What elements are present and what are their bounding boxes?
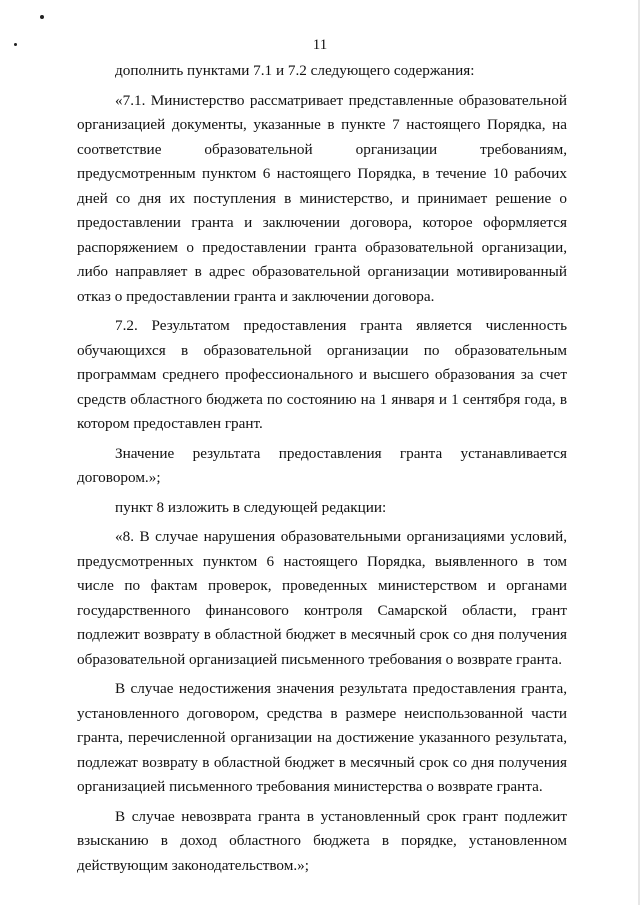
paragraph: Значение результата предоставления гранта устанавливается договором.»; [77,444,567,486]
page-number: 11 [312,37,328,53]
paragraph: 7.2. Результатом предоставления гранта является численность обучающихся в образовательной организации по образовательным программам среднего профессионального и высшего образования за счет средств областного бюджета по состоянию на 1 января и 1 сентября года, в котором предоставлен грант. [77,317,567,432]
paragraph: дополнить пунктами 7.1 и 7.2 следующего содержания: [115,62,475,79]
paragraph: пункт 8 изложить в следующей редакции: [115,498,387,516]
paragraph: В случае недостижения значения результата предоставления гранта, установленного договором, средства в размере неиспользованной части гранта, перечисленной организации на достижение указанного результата, подлежат возврату в областной бюджет в месячный срок со дня получения организацией письменного требования министерства о возврате гранта. [77,680,567,795]
paragraph: «8. В случае нарушения образовательными организациями условий, предусмотренных пунктом 6 настоящего Порядка, выявленного в том числе по фактам проверок, проведенных министерством и органами государственного финансового контроля Самарской области, грант подлежит возврату в областной бюджет в месячный срок со дня получения образовательной организацией письменного требования о возврате гранта. [77,528,567,668]
paragraph: В случае невозврата гранта в установленный срок грант подлежит взысканию в доход областного бюджета в порядке, установленном действующим законодательством.»; [77,807,567,874]
paragraph: «7.1. Министерство рассматривает представленные образовательной организацией документы, указанные в пункте 7 настоящего Порядка, на соответствие образовательной организации требованиям, предусмотренным пунктом 6 настоящего Порядка, в течение 10 рабочих дней со дня их поступления в министерство, и принимает решение о предоставлении гранта и заключении договора, которое оформляется распоряжением о предоставлении гранта образовательной организации, либо направляет в адрес образовательной организации мотивированный отказ о предоставлении гранта и заключении договора. [77,91,567,305]
scan-speck [40,15,44,19]
document-body [77,59,567,878]
